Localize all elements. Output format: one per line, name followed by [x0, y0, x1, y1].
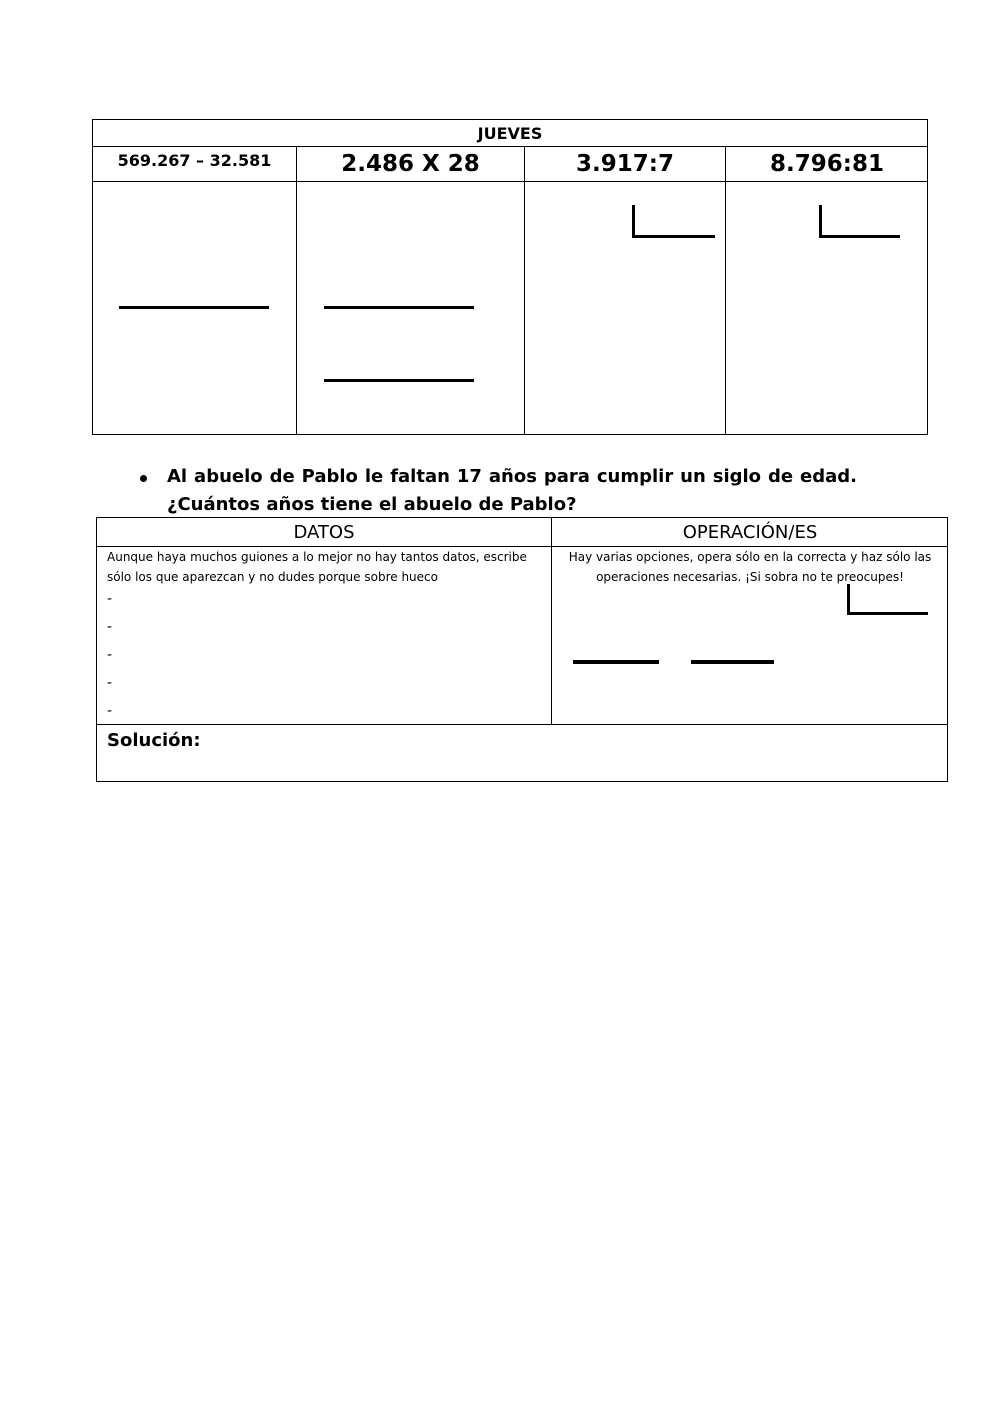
column-divider — [524, 147, 525, 434]
problem-statement: Al abuelo de Pablo le faltan 17 años para cumplir un siglo de edad. — [167, 466, 857, 487]
multiplication-partial-line[interactable] — [324, 306, 474, 309]
operation-division-1-label: 3.917:7 — [576, 151, 674, 177]
data-entry-dash[interactable]: - — [107, 619, 113, 635]
datos-instr-line1: Aunque haya muchos guiones a lo mejor no hay tantos datos, escribe — [107, 550, 527, 564]
column-divider — [725, 147, 726, 434]
operaciones-header: OPERACIÓN/ES — [682, 522, 818, 543]
division-bracket-icon[interactable] — [847, 584, 928, 615]
datos-instructions — [107, 547, 527, 587]
operations-table — [92, 119, 928, 435]
division-bracket-icon[interactable] — [632, 205, 715, 238]
operation-division-2-label: 8.796:81 — [770, 151, 884, 177]
data-entry-dash[interactable]: - — [107, 647, 113, 663]
solution-label: Solución: — [107, 730, 201, 751]
solution-divider — [97, 724, 947, 725]
ops-instr-line1: Hay varias opciones, opera sólo en la correcta y haz sólo las — [568, 550, 932, 564]
problem-solving-table — [96, 517, 948, 782]
column-divider — [296, 147, 297, 434]
data-entry-dash[interactable]: - — [107, 591, 113, 607]
operaciones-instructions — [552, 547, 948, 587]
datos-header: DATOS — [293, 522, 355, 543]
operation-subtraction-label: 569.267 – 32.581 — [117, 151, 272, 170]
data-entry-dash[interactable]: - — [107, 675, 113, 691]
bullet-icon — [140, 475, 147, 482]
multiplication-answer-line[interactable] — [324, 379, 474, 382]
division-bracket-icon[interactable] — [819, 205, 900, 238]
problem-question: ¿Cuántos años tiene el abuelo de Pablo? — [167, 494, 577, 515]
ops-instr-line2: operaciones necesarias. ¡Si sobra no te preocupes! — [596, 570, 904, 584]
data-entry-dash[interactable]: - — [107, 703, 113, 719]
operation-line[interactable] — [573, 660, 659, 664]
operations-header-row — [93, 147, 927, 182]
subtraction-answer-line[interactable] — [119, 306, 269, 309]
operation-line[interactable] — [691, 660, 774, 664]
datos-instr-line2: sólo los que aparezcan y no dudes porque sobre hueco — [107, 570, 438, 584]
operation-multiplication-label: 2.486 X 28 — [341, 151, 480, 177]
day-title: JUEVES — [93, 120, 927, 147]
